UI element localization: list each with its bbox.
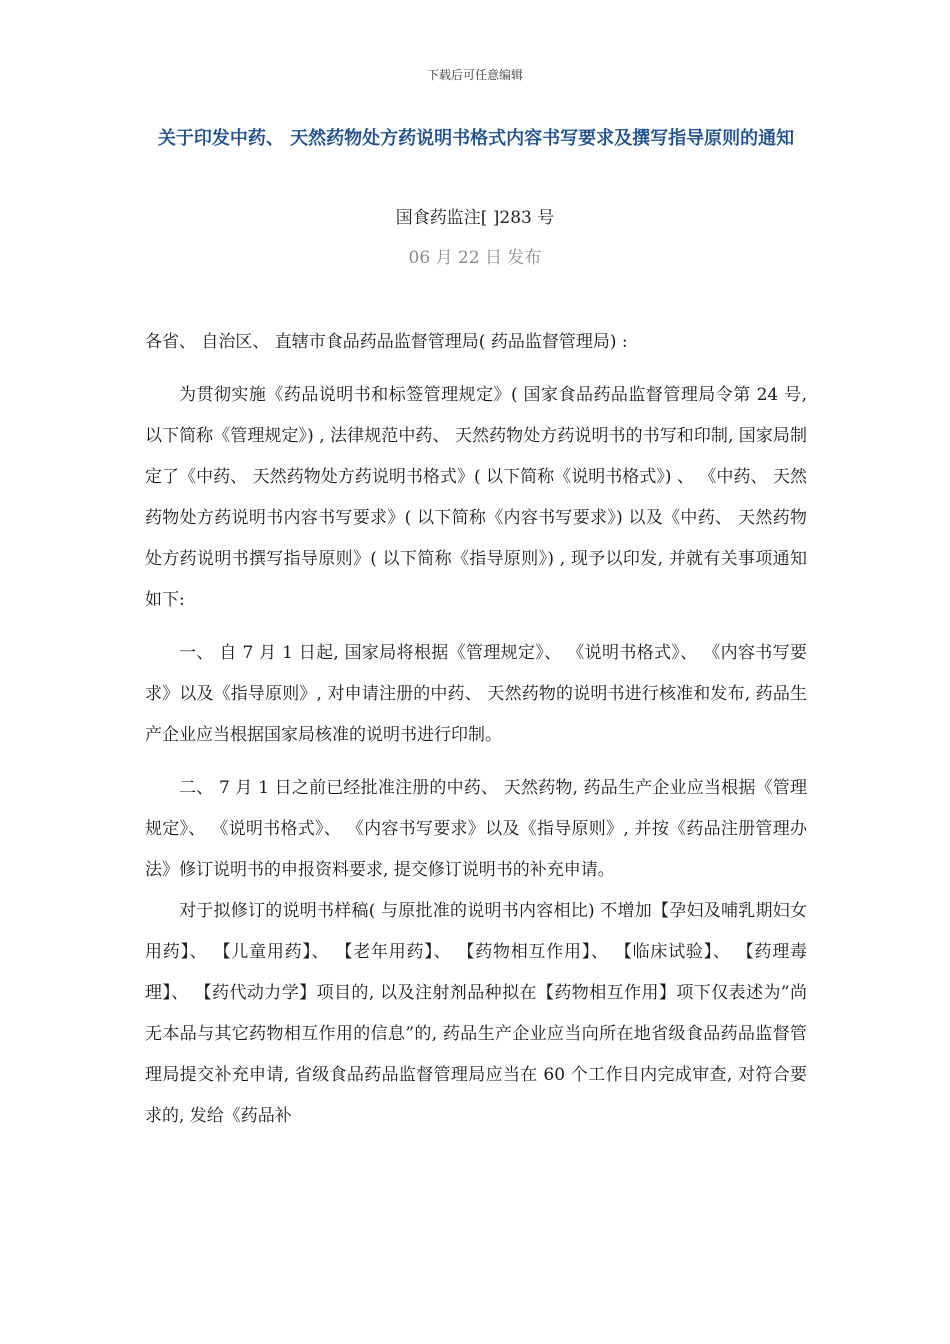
header-note: 下载后可任意编辑 [426,68,523,82]
paragraph: 为贯彻实施《药品说明书和标签管理规定》( 国家食品药品监督管理局令第 24 号, 以下简称《管理规定》) , 法律规范中药、 天然药物处方药说明书的书写和印制, 国家局制定了《中药、 天然药物处方药说明书格式》( 以下简称《说明书格式》) 、 《中药、 天然药物处方药说明书内容书写要求》( 以下简称《内容书写要求》) 以及《中药、 天然药物处方药说明书撰写指导原则》( 以下简称《指导原则》) , 现予以印发, 并就有关事项通知如下: [145,385,807,610]
paragraph: 一、 自 7 月 1 日起, 国家局将根据《管理规定》、 《说明书格式》、 《内容书写要求》以及《指导原则》, 对申请注册的中药、 天然药物的说明书进行核准和发布, 药品生产企业应当根据国家局核准的说明书进行印制。 [145,643,807,745]
document-body [145,322,807,1137]
paragraph: 二、 7 月 1 日之前已经批准注册的中药、 天然药物, 药品生产企业应当根据《管理规定》、 《说明书格式》、 《内容书写要求》以及《指导原则》, 并按《药品注册管理办法》修订说明书的申报资料要求, 提交修订说明书的补充申请。 [145,778,807,880]
publish-date: 06 月 22 日 发布 [408,248,542,268]
document-number: 国食药监注[ ]283 号 [395,208,555,228]
salutation: 各省、 自治区、 直辖市食品药品监督管理局( 药品监督管理局) : [145,332,628,352]
document-title: 关于印发中药、 天然药物处方药说明书格式内容书写要求及撰写指导原则的通知 [157,128,795,149]
paragraph: 对于拟修订的说明书样稿( 与原批准的说明书内容相比) 不增加【孕妇及哺乳期妇女用药】、 【儿童用药】、 【老年用药】、 【药物相互作用】、 【临床试验】、 【药理毒理】、 【药代动力学】项目的, 以及注射剂品种拟在【药物相互作用】项下仅表述为”尚无本品与其它药物相互作用的信息”的, 药品生产企业应当向所在地省级食品药品监督管理局提交补充申请, 省级食品药品监督管理局应当在 60 个工作日内完成审查, 对符合要求的, 发给《药品补 [145,901,807,1126]
